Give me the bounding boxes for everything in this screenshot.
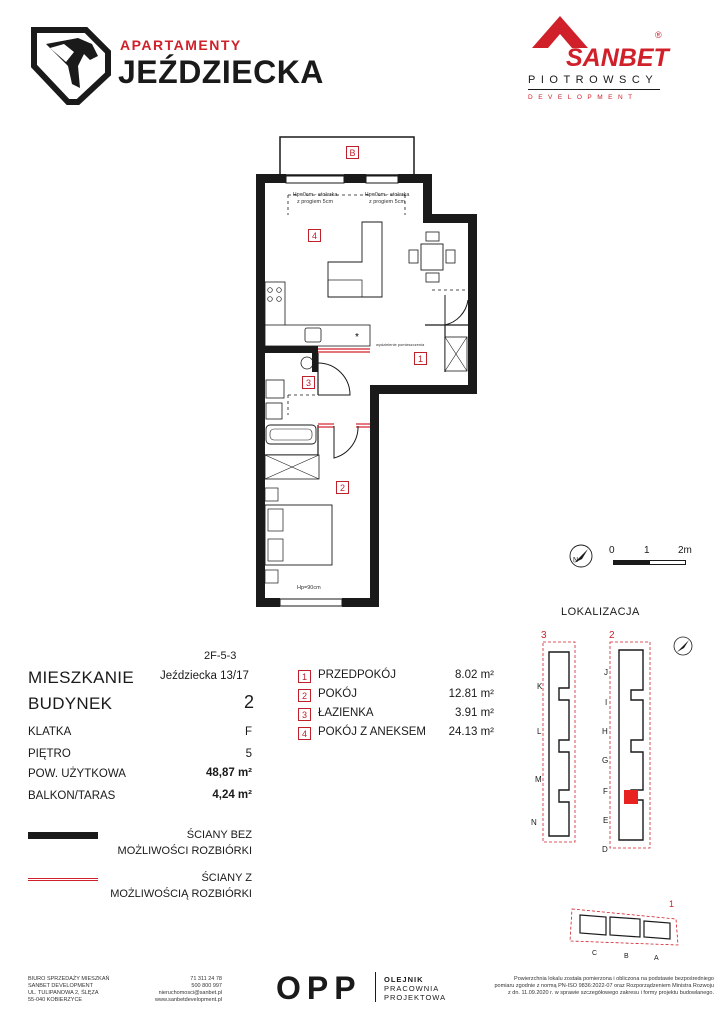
window-note: Hp=90cm	[297, 585, 321, 591]
studio-divider	[375, 972, 376, 1002]
room-3-num: 3	[298, 708, 311, 721]
scale-tick-0: 0	[609, 545, 615, 556]
horse-logo-icon	[28, 22, 114, 108]
site-plan	[566, 905, 686, 955]
address: Jeździecka 13/17	[160, 670, 249, 682]
project-name: JEŹDZIECKA	[118, 54, 324, 90]
footer-disclaimer: Powierzchnia lokalu została pomierzona i obliczona na podstawie bezpośredniego pomiaru zgodnie z normą PN-ISO 9836:2022-07 oraz Rozporządzeniem Ministra Rozwoju z dn. 11.09.2020 r. w sprawie szczegółowego zakresu i formy projektu budowlanego.	[494, 976, 714, 996]
footer-contacts: 71 311 24 78 500 800 997 nieruchomosci@sanbet.pl www.sanbetdevelopment.pl	[155, 976, 222, 1003]
legend-solid-line	[28, 832, 98, 839]
loc-letter-d: D	[602, 845, 608, 854]
info-label-pietro: PIĘTRO	[28, 748, 71, 760]
info-label-area: POW. UŻYTKOWA	[28, 768, 126, 780]
loc-letter-i: I	[605, 698, 608, 707]
location-compass-icon	[672, 635, 694, 657]
plan-room-3-label: 3	[302, 376, 315, 389]
plan-room-1-label: 1	[414, 352, 427, 365]
location-map	[535, 640, 655, 850]
building-left-number: 3	[541, 630, 547, 641]
loc-letter-g: G	[602, 756, 609, 765]
scale-tick-2: 2m	[678, 545, 692, 556]
loc-letter-f: F	[603, 787, 608, 796]
studio-name: OLEJNIK PRACOWNIA PROJEKTOWA	[384, 975, 447, 1002]
north-letter: N	[573, 557, 579, 564]
info-label-klatka: KLATKA	[28, 726, 72, 738]
info-value-klatka: F	[244, 726, 252, 738]
site-letter-a: A	[654, 955, 659, 962]
loc-letter-n: N	[531, 818, 537, 827]
room-2-area: 12.81 m²	[448, 688, 494, 700]
site-letter-c: C	[592, 950, 598, 957]
balcony-label: B	[346, 146, 359, 159]
room-4-area: 24.13 m²	[448, 726, 494, 738]
partition-note: wydzielenie pomieszczenia	[376, 342, 425, 347]
mieszkanie-label: MIESZKANIE	[28, 668, 134, 687]
loc-letter-m: M	[535, 775, 542, 784]
plan-room-2-label: 2	[336, 481, 349, 494]
room-4-num: 4	[298, 727, 311, 740]
plan-note-right: Hp=0cm - stolarka z progiem 5cm	[364, 192, 410, 205]
budynek-value: 2	[243, 692, 254, 712]
room-4-name: POKÓJ Z ANEKSEM	[318, 726, 426, 738]
developer-dev: DEVELOPMENT	[528, 94, 638, 101]
plan-note-left: Hp=0cm - stolarka z progiem 5cm	[292, 192, 338, 205]
legend-solid-text: ŚCIANY BEZ MOŻLIWOŚCI ROZBIÓRKI	[117, 829, 252, 857]
plan-room-4-label: 4	[308, 229, 321, 242]
budynek-label: BUDYNEK	[28, 694, 113, 713]
room-2-num: 2	[298, 689, 311, 702]
site-number: 1	[669, 899, 675, 909]
room-1-num: 1	[298, 670, 311, 683]
site-letter-b: B	[624, 953, 629, 960]
footer-office: BIURO SPRZEDAŻY MIESZKAŃ SANBET DEVELOPMENT UL. TULIPANOWA 2, ŚLĘZA 55-040 KOBIERZYCE	[28, 976, 110, 1003]
loc-letter-h: H	[602, 727, 608, 736]
loc-letter-k: K	[537, 682, 543, 691]
developer-name: SANBET	[566, 44, 669, 72]
room-1-name: PRZEDPOKÓJ	[318, 669, 396, 681]
brand-apartments-line: APARTAMENTY	[120, 37, 242, 53]
location-title: LOKALIZACJA	[561, 606, 640, 618]
svg-text:*: *	[355, 332, 359, 343]
apartment-code: 2F-5-3	[204, 650, 237, 662]
room-3-area: 3.91 m²	[455, 707, 494, 719]
room-3-name: ŁAZIENKA	[318, 707, 374, 719]
studio-logo: OPP	[276, 970, 362, 1006]
registered-mark: ®	[655, 30, 662, 40]
info-value-area: 48,87 m²	[205, 767, 252, 779]
info-label-balcony: BALKON/TARAS	[28, 790, 116, 802]
developer-sub: PIOTROWSCY	[528, 74, 659, 86]
loc-letter-j: J	[604, 668, 608, 677]
developer-rule	[528, 89, 660, 90]
sanbet-mountain-icon	[530, 14, 590, 48]
loc-letter-l: L	[537, 727, 542, 736]
info-value-pietro: 5	[245, 748, 252, 760]
info-value-balcony: 4,24 m²	[212, 789, 252, 801]
loc-letter-e: E	[603, 816, 609, 825]
scale-tick-1: 1	[644, 545, 650, 556]
room-1-area: 8.02 m²	[455, 669, 494, 681]
building-right-number: 2	[609, 630, 615, 641]
legend-red-text: ŚCIANY Z MOŻLIWOŚCIĄ ROZBIÓRKI	[110, 872, 252, 900]
legend-red-line	[28, 878, 98, 881]
scale-bar	[613, 560, 686, 565]
room-2-name: POKÓJ	[318, 688, 357, 700]
compass-icon	[568, 543, 594, 569]
